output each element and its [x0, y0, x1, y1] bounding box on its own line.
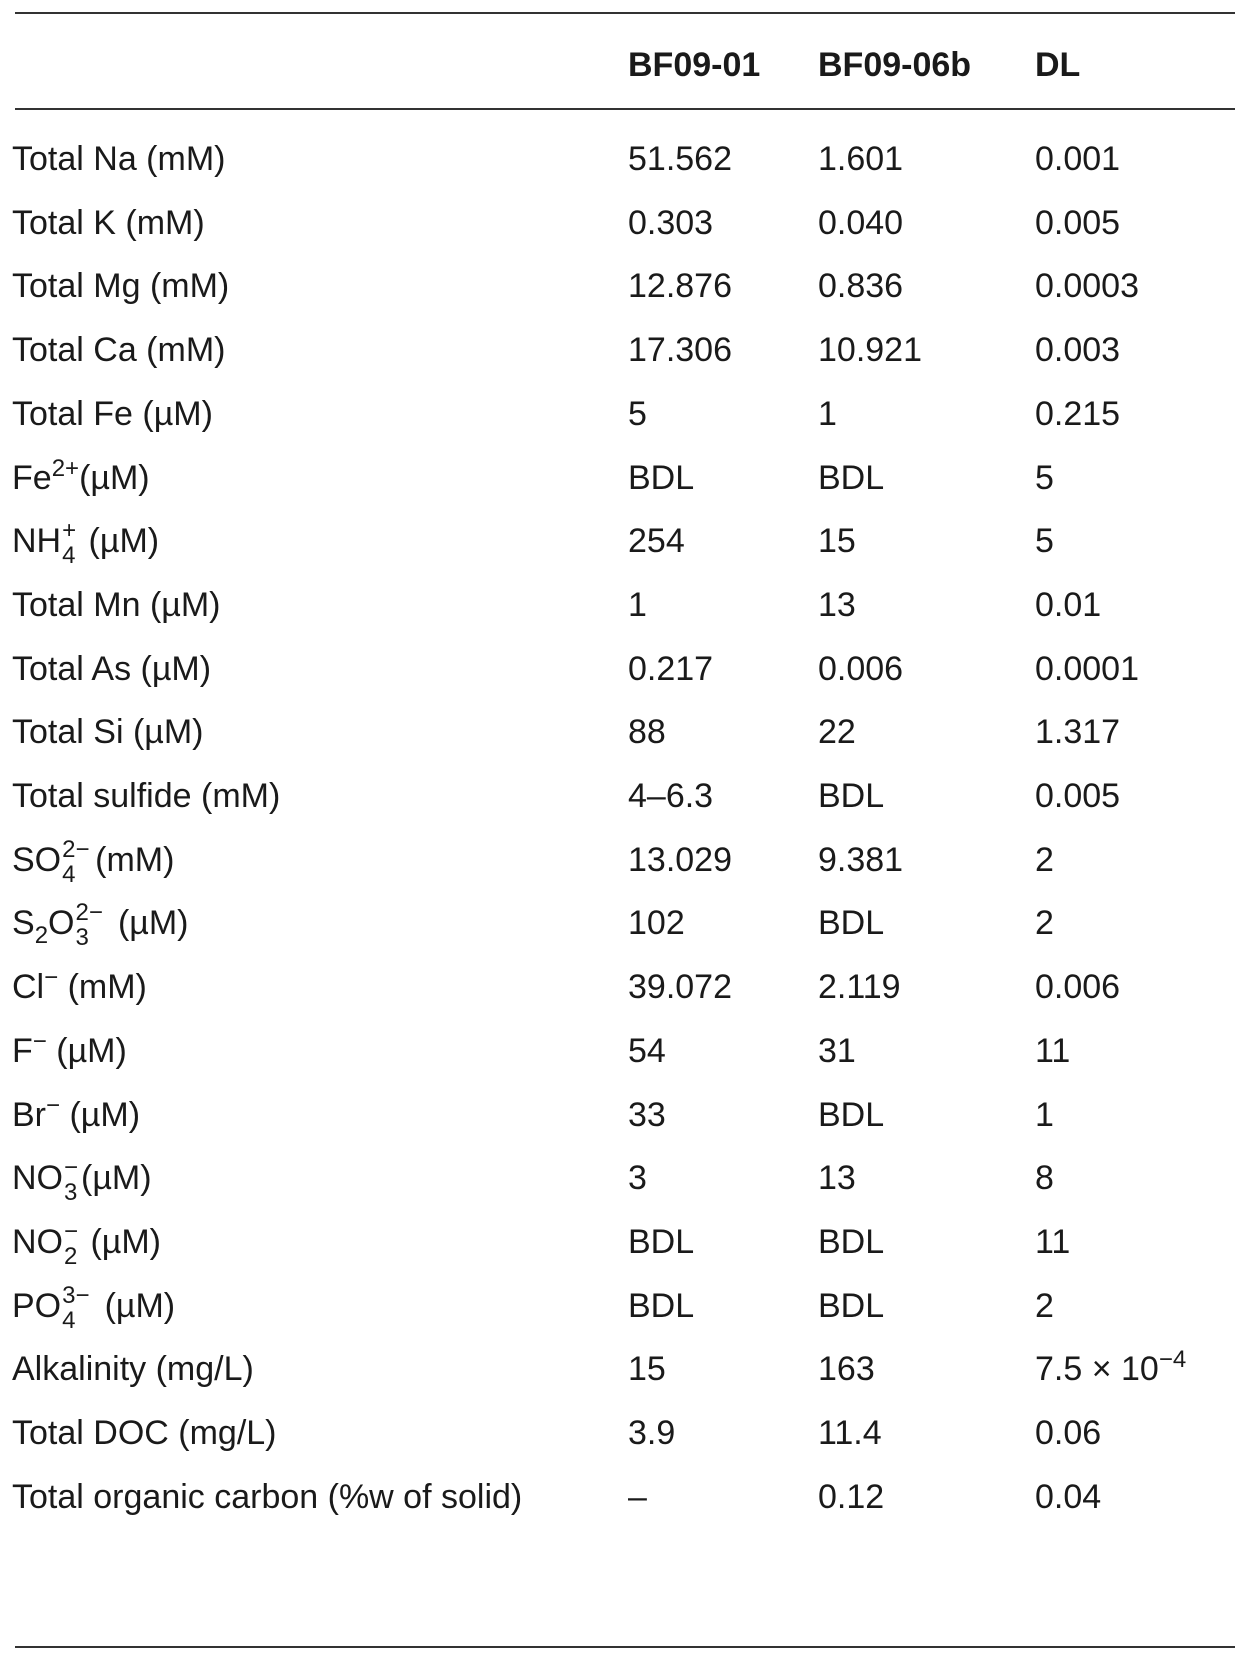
row-label: Total sulfide (mM): [12, 777, 281, 815]
label-base: NH: [12, 522, 62, 560]
row-label: Alkalinity (mg/L): [12, 1350, 254, 1388]
cell-bf09-06b: BDL: [818, 1223, 885, 1261]
cell-dl: 0.003: [1035, 331, 1121, 369]
label-superscript: −: [46, 1092, 61, 1119]
label-subscript: 4: [62, 542, 76, 569]
cell-dl: 2: [1035, 841, 1054, 879]
row-label: Total Mn (µM): [12, 586, 221, 624]
label-charge-stack: [61, 1281, 95, 1334]
row-label: Total Na (mM): [12, 140, 226, 178]
row-label: Total Fe (µM): [12, 395, 213, 433]
label-unit: (µM): [79, 459, 150, 497]
row-label: [12, 835, 175, 888]
label-subscript: 3: [64, 1179, 78, 1206]
cell-bf09-06b: 13: [818, 586, 856, 624]
row-label: [12, 898, 189, 951]
label-superscript: −: [44, 964, 59, 991]
label-unit: (µM): [108, 904, 189, 942]
cell-bf09-01: 254: [628, 522, 685, 560]
row-label: [12, 453, 150, 503]
label-subscript: 2: [64, 1243, 78, 1270]
cell-dl: 0.0003: [1035, 267, 1139, 305]
cell-bf09-01: 54: [628, 1032, 666, 1070]
label-base: Fe: [12, 459, 52, 497]
label-unit: (µM): [81, 1159, 152, 1197]
cell-dl: 0.01: [1035, 586, 1102, 624]
cell-bf09-06b: 10.921: [818, 331, 922, 369]
cell-bf09-01: 13.029: [628, 841, 732, 879]
cell-bf09-06b: 9.381: [818, 841, 904, 879]
cell-dl: 0.006: [1035, 968, 1121, 1006]
cell-bf09-06b: 1.601: [818, 140, 904, 178]
row-label: Total Mg (mM): [12, 267, 230, 305]
row-label: Total organic carbon (%w of solid): [12, 1478, 523, 1516]
cell-dl: 11: [1035, 1032, 1071, 1070]
column-header-dl: DL: [1035, 46, 1081, 84]
label-charge-stack: [63, 1153, 81, 1206]
label-base: Br: [12, 1096, 46, 1134]
row-label: Total As (µM): [12, 650, 212, 688]
row-label: Total DOC (mg/L): [12, 1414, 277, 1452]
label-subscript: 4: [62, 1307, 76, 1334]
cell-bf09-01: 0.303: [628, 204, 714, 242]
column-header-bf09-06b: BF09-06b: [818, 46, 972, 84]
cell-bf09-01: 51.562: [628, 140, 732, 178]
cell-bf09-01: 3.9: [628, 1414, 676, 1452]
row-label: [12, 1153, 152, 1206]
cell-bf09-06b: 13: [818, 1159, 856, 1197]
label-superscript: −: [64, 1154, 79, 1181]
row-label: Total K (mM): [12, 204, 205, 242]
row-label: Total Si (µM): [12, 713, 204, 751]
cell-bf09-01: 33: [628, 1096, 666, 1134]
cell-dl: 0.005: [1035, 204, 1121, 242]
cell-bf09-06b: 11.4: [818, 1414, 882, 1452]
label-base: NO: [12, 1159, 63, 1197]
cell-bf09-01: BDL: [628, 459, 695, 497]
cell-bf09-01: 39.072: [628, 968, 732, 1006]
cell-bf09-06b: BDL: [818, 777, 885, 815]
label-superscript: 2+: [51, 455, 80, 482]
cell-bf09-06b: BDL: [818, 459, 885, 497]
label-superscript: 2−: [62, 836, 90, 863]
row-label: Total Ca (mM): [12, 331, 226, 369]
table-header-rule: [15, 108, 1235, 110]
table-bottom-rule: [15, 1646, 1235, 1648]
cell-bf09-06b: BDL: [818, 1096, 885, 1134]
label-superscript: −: [32, 1028, 47, 1055]
cell-bf09-01: 0.217: [628, 650, 714, 688]
label-charge-stack: [63, 1217, 81, 1270]
label-base-2: O: [48, 904, 75, 942]
row-label: [12, 516, 160, 569]
cell-bf09-06b: 1: [818, 395, 837, 433]
cell-bf09-06b: 31: [818, 1032, 856, 1070]
label-subscript: 4: [62, 861, 76, 888]
cell-bf09-06b: BDL: [818, 1287, 885, 1325]
row-label: [12, 1090, 140, 1140]
label-base: F: [12, 1032, 33, 1070]
cell-bf09-06b: 0.006: [818, 650, 904, 688]
label-base: S: [12, 904, 35, 942]
cell-bf09-01: 12.876: [628, 267, 732, 305]
cell-dl: 0.215: [1035, 395, 1121, 433]
label-charge-stack: [75, 898, 109, 951]
cell-dl: 5: [1035, 459, 1054, 497]
label-charge-stack: [61, 516, 79, 569]
cell-bf09-01: 15: [628, 1350, 666, 1388]
cell-bf09-06b: BDL: [818, 904, 885, 942]
label-unit: (mM): [58, 968, 147, 1006]
label-unit: (µM): [79, 522, 160, 560]
label-unit: (µM): [95, 1287, 176, 1325]
row-label: [12, 1026, 127, 1076]
row-label: [12, 1281, 176, 1334]
label-charge-stack: [61, 835, 95, 888]
label-base: PO: [12, 1287, 62, 1325]
row-label: [12, 962, 147, 1012]
cell-bf09-01: 102: [628, 904, 685, 942]
label-unit: (µM): [46, 1032, 127, 1070]
label-subscript: 3: [75, 924, 89, 951]
label-base: SO: [12, 841, 62, 879]
cell-bf09-06b: 163: [818, 1350, 875, 1388]
label-unit: (µM): [60, 1096, 141, 1134]
cell-bf09-06b: 0.836: [818, 267, 904, 305]
cell-bf09-06b: 2.119: [818, 968, 901, 1006]
cell-dl: 0.005: [1035, 777, 1121, 815]
label-base-subscript: 2: [34, 922, 49, 949]
value-base: 7.5 × 10: [1035, 1350, 1159, 1388]
value-exponent: −4: [1158, 1346, 1187, 1373]
cell-dl: 1.317: [1035, 713, 1121, 751]
cell-dl: 1: [1035, 1096, 1054, 1134]
cell-bf09-06b: 0.12: [818, 1478, 885, 1516]
cell-dl: 0.06: [1035, 1414, 1102, 1452]
cell-dl: 0.04: [1035, 1478, 1102, 1516]
label-base: NO: [12, 1223, 63, 1261]
cell-dl: 2: [1035, 904, 1054, 942]
cell-dl: 0.0001: [1035, 650, 1139, 688]
cell-bf09-01: 5: [628, 395, 647, 433]
cell-bf09-01: BDL: [628, 1287, 695, 1325]
label-unit: (µM): [81, 1223, 162, 1261]
row-label: [12, 1217, 162, 1270]
cell-dl: 5: [1035, 522, 1054, 560]
label-unit: (mM): [95, 841, 175, 879]
label-superscript: 2−: [75, 899, 103, 926]
cell-bf09-06b: 22: [818, 713, 856, 751]
column-header-bf09-01: BF09-01: [628, 46, 761, 84]
label-superscript: +: [62, 517, 77, 544]
cell-dl: [1035, 1344, 1186, 1394]
cell-dl: 11: [1035, 1223, 1071, 1261]
cell-bf09-01: 17.306: [628, 331, 732, 369]
cell-bf09-06b: 0.040: [818, 204, 904, 242]
cell-dl: 0.001: [1035, 140, 1121, 178]
label-superscript: 3−: [62, 1282, 90, 1309]
label-base: Cl: [12, 968, 45, 1006]
cell-bf09-01: 1: [628, 586, 647, 624]
cell-bf09-01: 88: [628, 713, 666, 751]
cell-bf09-01: 3: [628, 1159, 647, 1197]
cell-dl: 2: [1035, 1287, 1054, 1325]
table-top-rule: [15, 12, 1235, 14]
cell-bf09-01: –: [628, 1478, 647, 1516]
cell-dl: 8: [1035, 1159, 1054, 1197]
cell-bf09-06b: 15: [818, 522, 856, 560]
cell-bf09-01: BDL: [628, 1223, 695, 1261]
label-superscript: −: [64, 1218, 79, 1245]
cell-bf09-01: 4–6.3: [628, 777, 714, 815]
